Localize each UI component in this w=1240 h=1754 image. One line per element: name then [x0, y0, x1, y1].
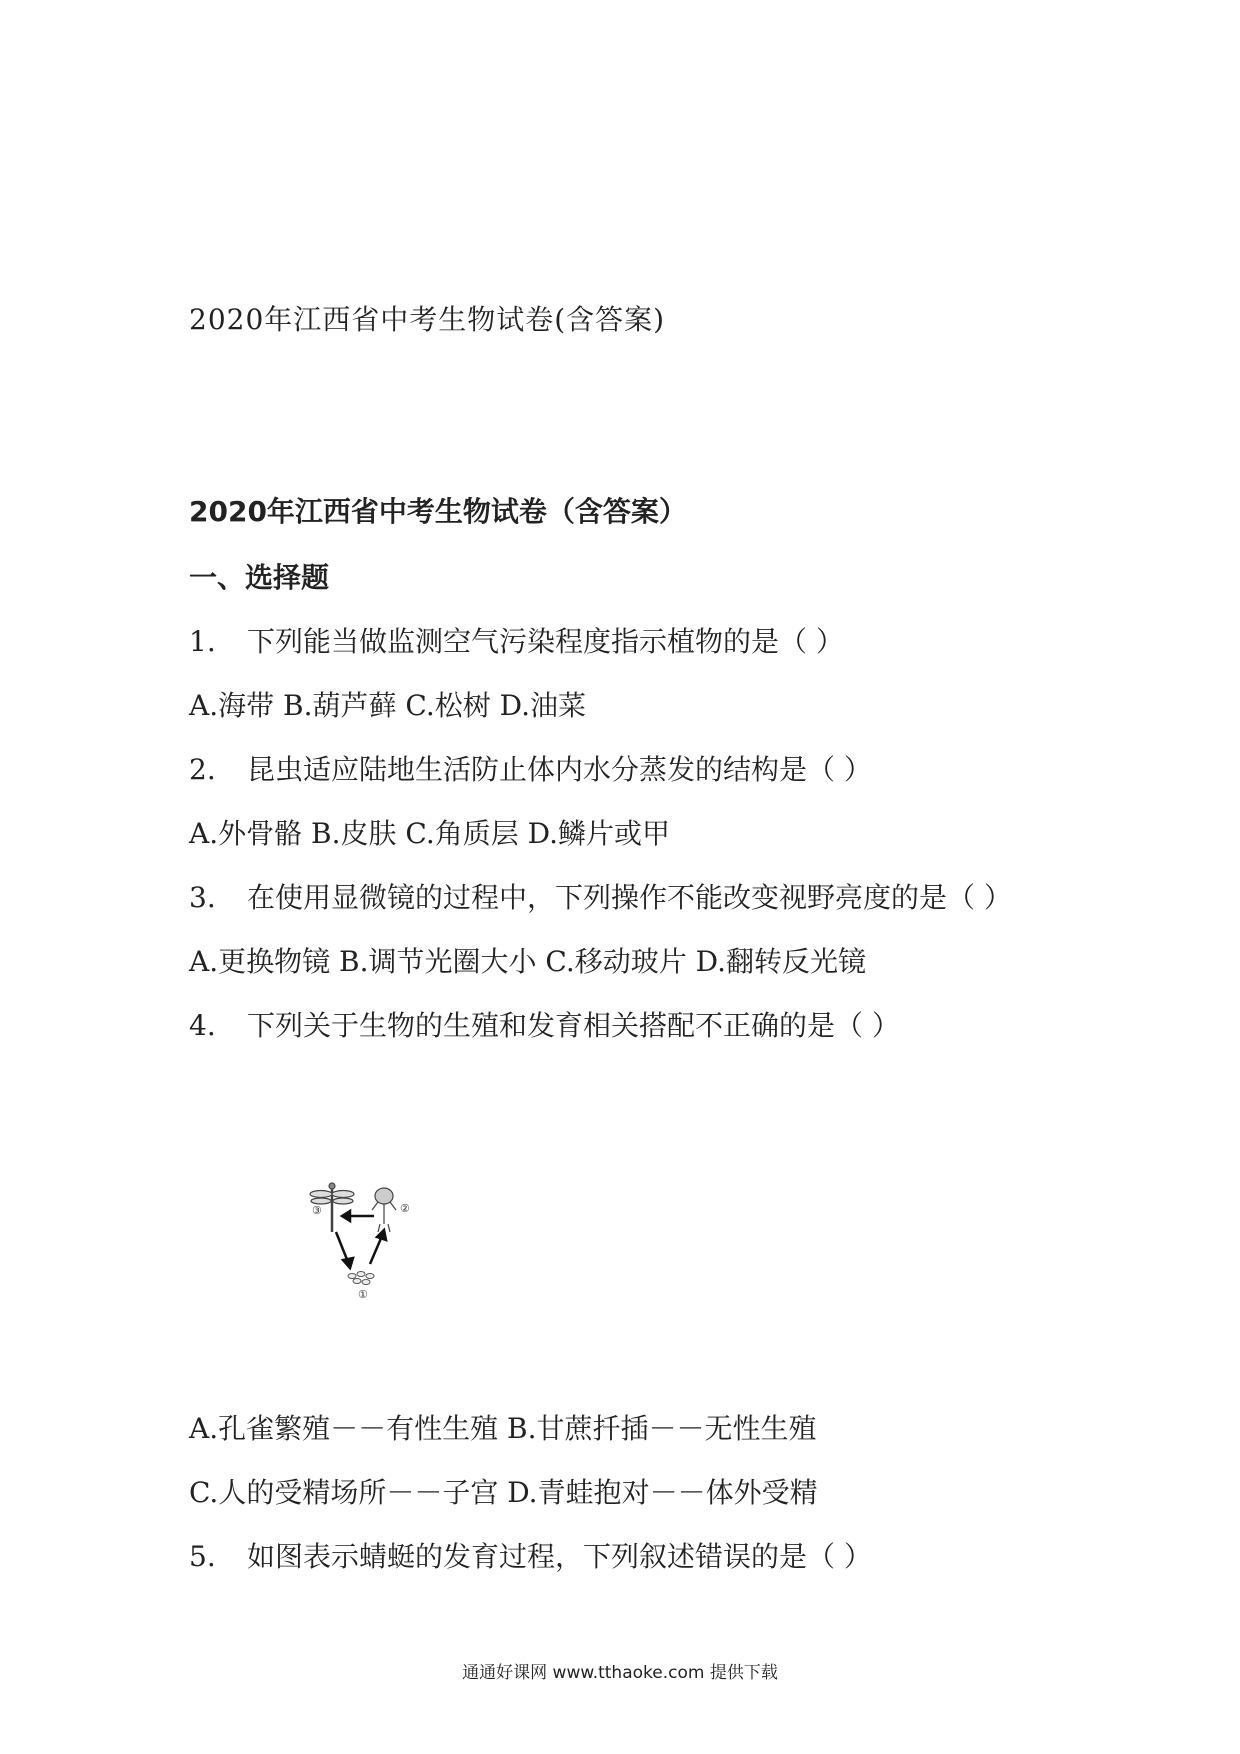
- question-4: [189, 1004, 900, 1044]
- stage-label-3: ③: [312, 1204, 322, 1217]
- nymph-icon: [372, 1188, 396, 1232]
- question-number: 2.: [189, 753, 216, 786]
- arrow-icon: [336, 1232, 353, 1268]
- question-text: 在使用显微镜的过程中，下列操作不能改变视野亮度的是（ ）: [247, 881, 1012, 914]
- stage-label-2: ②: [400, 1202, 410, 1215]
- question-4-options-2: C.人的受精场所－－子宫 D.青蛙抱对－－体外受精: [189, 1476, 818, 1509]
- question-text: 昆虫适应陆地生活防止体内水分蒸发的结构是（ ）: [247, 753, 872, 786]
- question-number: 1.: [189, 625, 216, 658]
- question-2-options: A.外骨骼 B.皮肤 C.角质层 D.鳞片或甲: [189, 817, 670, 850]
- question-5: [189, 1535, 872, 1575]
- eggs-icon: [348, 1272, 374, 1285]
- question-number: 4.: [189, 1009, 216, 1042]
- footer-source: 通通好课网 www.tthaoke.com 提供下载: [462, 1663, 778, 1683]
- section-heading: 一、选择题: [189, 561, 330, 594]
- question-1-options: A.海带 B.葫芦藓 C.松树 D.油菜: [189, 689, 586, 722]
- question-number: 5.: [189, 1540, 216, 1573]
- question-text: 如图表示蜻蜓的发育过程，下列叙述错误的是（ ）: [247, 1540, 872, 1573]
- document-title: 2020年江西省中考生物试卷(含答案): [189, 303, 666, 336]
- stage-label-1: ①: [358, 1288, 368, 1301]
- question-4-options-1: A.孔雀繁殖－－有性生殖 B.甘蔗扦插－－无性生殖: [189, 1412, 817, 1445]
- arrow-icon: [342, 1211, 374, 1221]
- question-3: [189, 876, 1012, 916]
- question-number: 3.: [189, 881, 216, 914]
- question-text: 下列关于生物的生殖和发育相关搭配不正确的是（ ）: [247, 1009, 900, 1042]
- question-2: [189, 748, 872, 788]
- exam-title: 2020年江西省中考生物试卷（含答案）: [189, 495, 687, 528]
- question-1: [189, 620, 844, 660]
- lifecycle-diagram: [308, 1180, 418, 1310]
- arrow-icon: [370, 1230, 386, 1264]
- dragonfly-lifecycle-figure: [308, 1180, 418, 1310]
- question-3-options: A.更换物镜 B.调节光圈大小 C.移动玻片 D.翻转反光镜: [189, 945, 866, 978]
- question-text: 下列能当做监测空气污染程度指示植物的是（ ）: [247, 625, 844, 658]
